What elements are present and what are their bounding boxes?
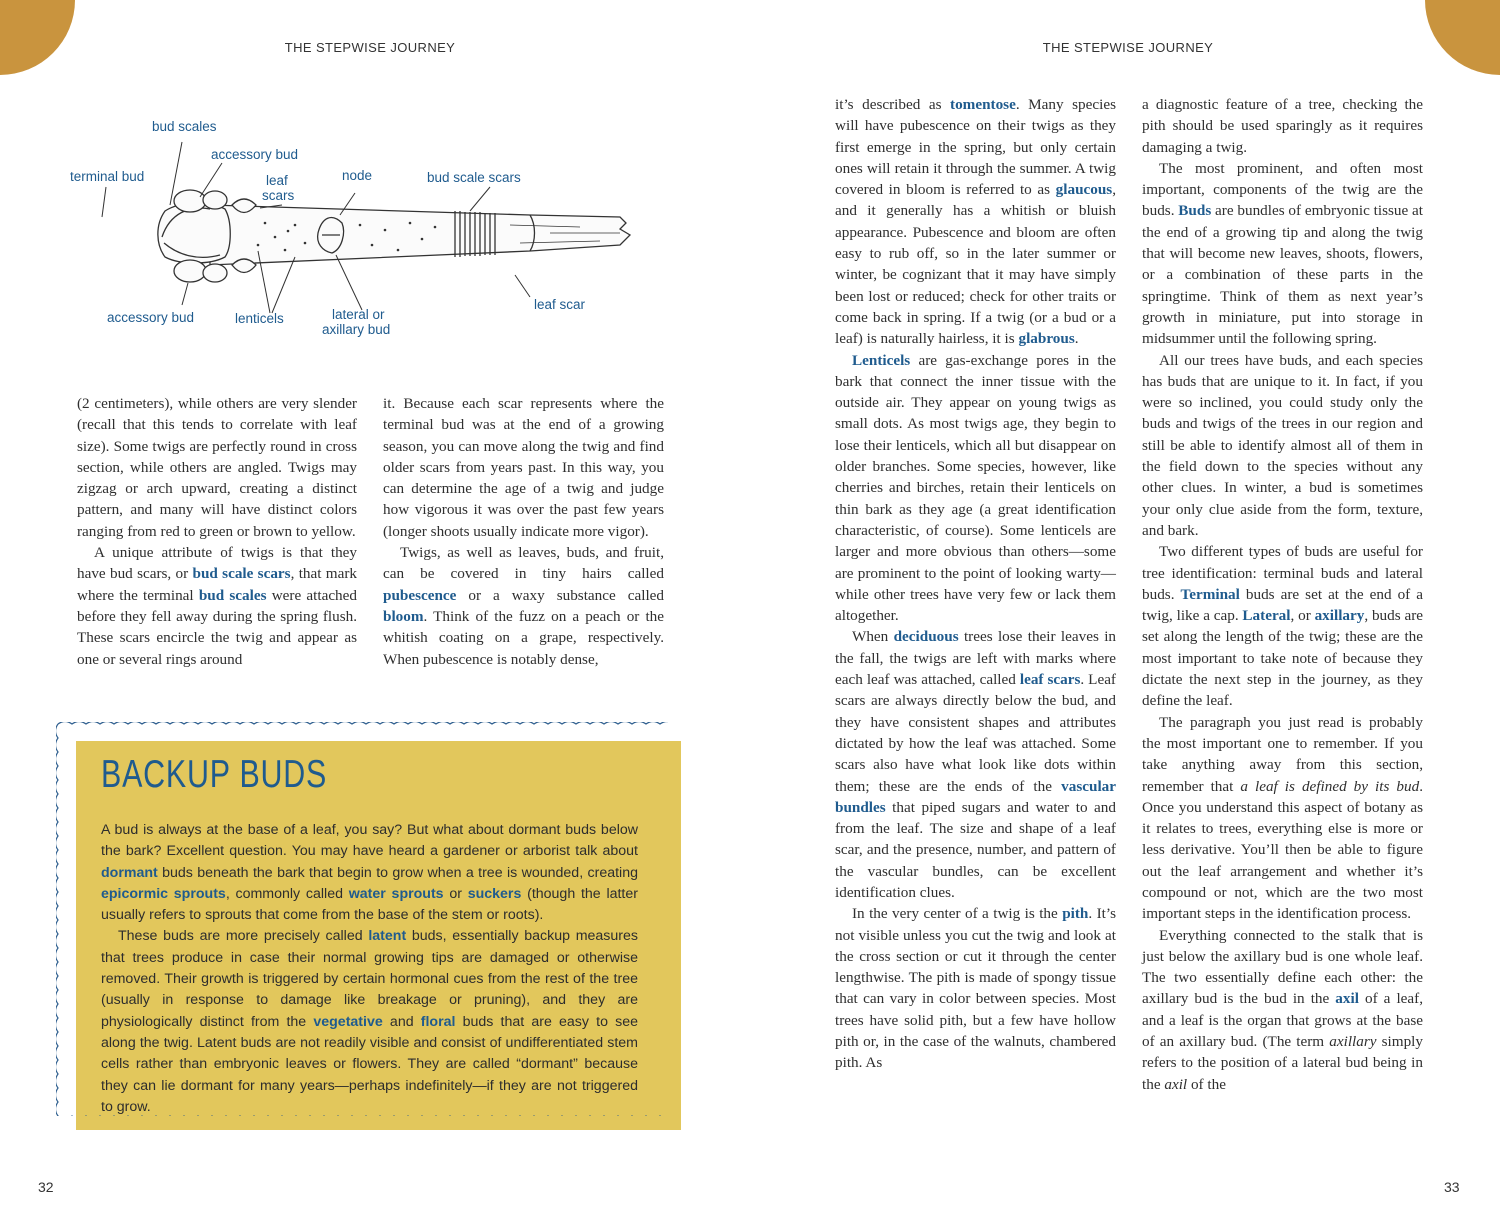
term: latent bbox=[368, 928, 407, 945]
paragraph: A bud is always at the base of a leaf, you say? But what about dormant buds below the bark? Excellent question. You may have heard a gardener or arborist talk about dormant buds beneath the bark that begin to grow when a tree is wounded, creating epicormic sprouts, commonly called water sprouts or suckers (though the latter usually refers to sprouts that come from the base of the stem or roots). bbox=[101, 822, 638, 924]
label-accessory-bud-top: accessory bud bbox=[211, 147, 299, 162]
paragraph: All our trees have buds, and each species has buds that are unique to it. In fact, if you were so inclined, you could study only the buds and twigs of the trees in our region and still be able to identify almost all of them in the field down to the species without any other clues. In winter, a bud is sometimes your only clue aside from the form, texture, and bark. bbox=[1142, 351, 1423, 539]
running-head-right: THE STEPWISE JOURNEY bbox=[1042, 40, 1214, 55]
paragraph: Twigs, as well as leaves, buds, and fruit, can be covered in tiny hairs called pubescence or a waxy substance called bloom. Think of the fuzz on a peach or the whitish coating on a grape, respectively. When pubescence is notably dense, bbox=[383, 544, 664, 668]
emphasis: axil bbox=[1164, 1075, 1188, 1093]
left-page-column-1 bbox=[77, 393, 357, 670]
paragraph: A unique attribute of twigs is that they have bud scars, or bud scale scars, that mark where the terminal bud scales were attached before they fell away during the spring flush. These scars encircle the twig and appear as one or several rings around bbox=[77, 544, 357, 668]
corner-ornament-left bbox=[0, 0, 75, 75]
running-head-left: THE STEPWISE JOURNEY bbox=[284, 40, 456, 55]
emphasis: a leaf is defined by its bud bbox=[1240, 777, 1420, 795]
term: suckers bbox=[467, 885, 522, 902]
paragraph: Two different types of buds are useful for tree identification: terminal buds and lateral buds. Terminal buds are set at the end of a twig, like a cap. Lateral, or axillary, buds are set along the length of the twig; these are the most important to take note of because they dictate the next step in the journey, as they define the leaf. bbox=[1142, 543, 1424, 710]
paragraph: a diagnostic feature of a tree, checking the pith should be used sparingly as it requires damaging a twig. bbox=[1142, 96, 1423, 156]
term: axillary bbox=[1314, 607, 1365, 625]
term: glaucous bbox=[1055, 181, 1113, 199]
emphasis: axillary bbox=[1329, 1033, 1377, 1051]
term: bud scale scars bbox=[192, 565, 291, 583]
label-accessory-bud-bottom: accessory bud bbox=[107, 310, 195, 325]
label-lateral-2: axillary bud bbox=[322, 322, 391, 337]
term: pith bbox=[1062, 905, 1089, 923]
label-bud-scales: bud scales bbox=[152, 119, 217, 134]
term: dormant bbox=[101, 864, 158, 881]
paragraph: The paragraph you just read is probably the most important one to remember. If you take anything away from this section, remember that a leaf is defined by its bud. Once you understand this aspect of botany as it relates to trees, everything else is more or less derivative. You’ll then be able to figure out the leaf arrangement and whether it’s compound or not, which are the two most important steps in the identification process. bbox=[1142, 713, 1423, 923]
paragraph: When deciduous trees lose their leaves in the fall, the twigs are left with marks where each leaf was attached, called leaf scars. Leaf scars are always directly below the bud, and they have consistent shapes and attributes dictated by how the leaf was attached. Some scars also have what look like dots within them; these are the ends of the vascular bundles that piped sugars and water to and from the leaf. The size and shape of a leaf scar, and the presence, number, and pattern of the vascular bundles, can be excellent identification clues. bbox=[835, 628, 1117, 901]
corner-ornament-right bbox=[1425, 0, 1500, 75]
term: leaf scars bbox=[1019, 671, 1081, 689]
term: vascular bundles bbox=[835, 777, 1116, 816]
term: Lenticels bbox=[852, 351, 911, 369]
paragraph: These buds are more precisely called latent buds, essentially backup measures that trees produce in case their normal growing tips are damaged or otherwise removed. Their growth is triggered by certain hormonal cues from the rest of the tree (usually in response to damage like breakage or pruning), and they are physiologically distinct from the vegetative and floral buds that are easy to see along the twig. Latent buds are not readily visible and consist of undifferentiated stem cells rather than embryonic leaves or flowers. They are called “dormant” because they can lie dormant for many years—perhaps indefinitely—if they are not triggered to grow. bbox=[101, 928, 639, 1115]
paragraph: it’s described as tomentose. Many species will have pubescence on their twigs as they first emerge in the spring, but only certain ones will retain it through the summer. A twig covered in bloom is referred to as glaucous, and it generally has a whitish or bluish appearance. Pubescence and bloom are often easy to rub off, so in the later summer or winter, be cognizant that it may have simply been lost or reduced; check for other traits or come back in spring. If a twig (or a bud or a leaf) is naturally hairless, it is glabrous. bbox=[835, 96, 1116, 348]
term: bloom bbox=[383, 607, 424, 625]
term: vegetative bbox=[313, 1013, 383, 1030]
sidebar-title: BACKUP BUDS bbox=[101, 753, 328, 796]
right-page-column-1 bbox=[835, 94, 1116, 1074]
term: glabrous bbox=[1018, 330, 1075, 348]
paragraph: Lenticels are gas-exchange pores in the bark that connect the inner tissue with the outside air. They appear on young twigs as small dots. As most twigs age, they begin to lose their lenticels, which all but disappear on older branches. Some species, however, like cherries and birches, retain their lenticels on thin bark as they age (a great identification characteristic, of course). Some lenticels are larger and more obvious than others—some are prominent to the point of looking warty—while other trees have very few or lack them altogether. bbox=[835, 351, 1116, 625]
paragraph: The most prominent, and often most important, components of the twig are the buds. Buds are bundles of embryonic tissue at the end of a growing tip and along the twig that will become new leaves, shoots, flowers, or a combination of these parts in the springtime. Think of them as next year’s growth in miniature, put into storage in midsummer until the following spring. bbox=[1142, 159, 1423, 348]
term: deciduous bbox=[893, 628, 959, 646]
term: tomentose bbox=[950, 96, 1016, 113]
label-bud-scale-scars: bud scale scars bbox=[427, 170, 521, 185]
label-leaf-scar: leaf scar bbox=[534, 297, 586, 312]
paragraph: In the very center of a twig is the pith. It’s not visible unless you cut the twig and look at the cross section or cut it through the center lengthwise. The pith is made of spongy tissue that can vary in color between species. Most trees have solid pith, but a few have hollow pith or, in the case of the walnuts, chambered pith. As bbox=[835, 905, 1116, 1072]
label-node: node bbox=[342, 168, 373, 183]
paragraph: Everything connected to the stalk that is just below the axillary bud is one whole leaf. The two essentially define each other: the axillary bud is the bud in the axil of a leaf, and a leaf is the organ that grows at the base of an axillary bud. (The term axillary simply refers to the position of a lateral bud being in the axil of the bbox=[1142, 926, 1424, 1093]
term: epicormic sprouts bbox=[101, 885, 226, 902]
label-lateral-1: lateral or bbox=[332, 307, 385, 322]
paragraph: (2 centimeters), while others are very slender (recall that this tends to correlate with leaf size). Some twigs are perfectly round in cross section, while others are angled. Twigs may zigzag or arch upward, creating a distinct pattern, and many will have distinct colors ranging from red to green or brown to yellow. bbox=[77, 395, 357, 540]
label-terminal-bud: terminal bud bbox=[70, 169, 145, 184]
term: floral bbox=[420, 1013, 456, 1030]
term: bud scales bbox=[198, 586, 267, 604]
term: Terminal bbox=[1180, 585, 1240, 603]
term: water sprouts bbox=[348, 885, 444, 902]
term: pubescence bbox=[383, 586, 457, 604]
label-leaf-scars-1: leaf bbox=[266, 173, 288, 188]
left-page-column-2 bbox=[383, 393, 664, 670]
label-leaf-scars-2: scars bbox=[262, 188, 295, 203]
page-number-left: 32 bbox=[38, 1179, 54, 1195]
term: Lateral bbox=[1242, 607, 1291, 625]
label-lenticels: lenticels bbox=[235, 311, 284, 326]
paragraph: it. Because each scar represents where the terminal bud was at the end of a growing season, you can move along the twig and find older scars from years past. In this way, you can determine the age of a twig and judge how vigorous it was over the past few years (longer shoots usually indicate more vigor). bbox=[383, 395, 664, 540]
twig-diagram bbox=[60, 105, 680, 355]
page-number-right: 33 bbox=[1444, 1179, 1460, 1195]
term: Buds bbox=[1178, 202, 1212, 220]
term: axil bbox=[1335, 990, 1359, 1008]
sidebar-text bbox=[101, 820, 638, 1118]
right-page-column-2 bbox=[1142, 94, 1423, 1095]
